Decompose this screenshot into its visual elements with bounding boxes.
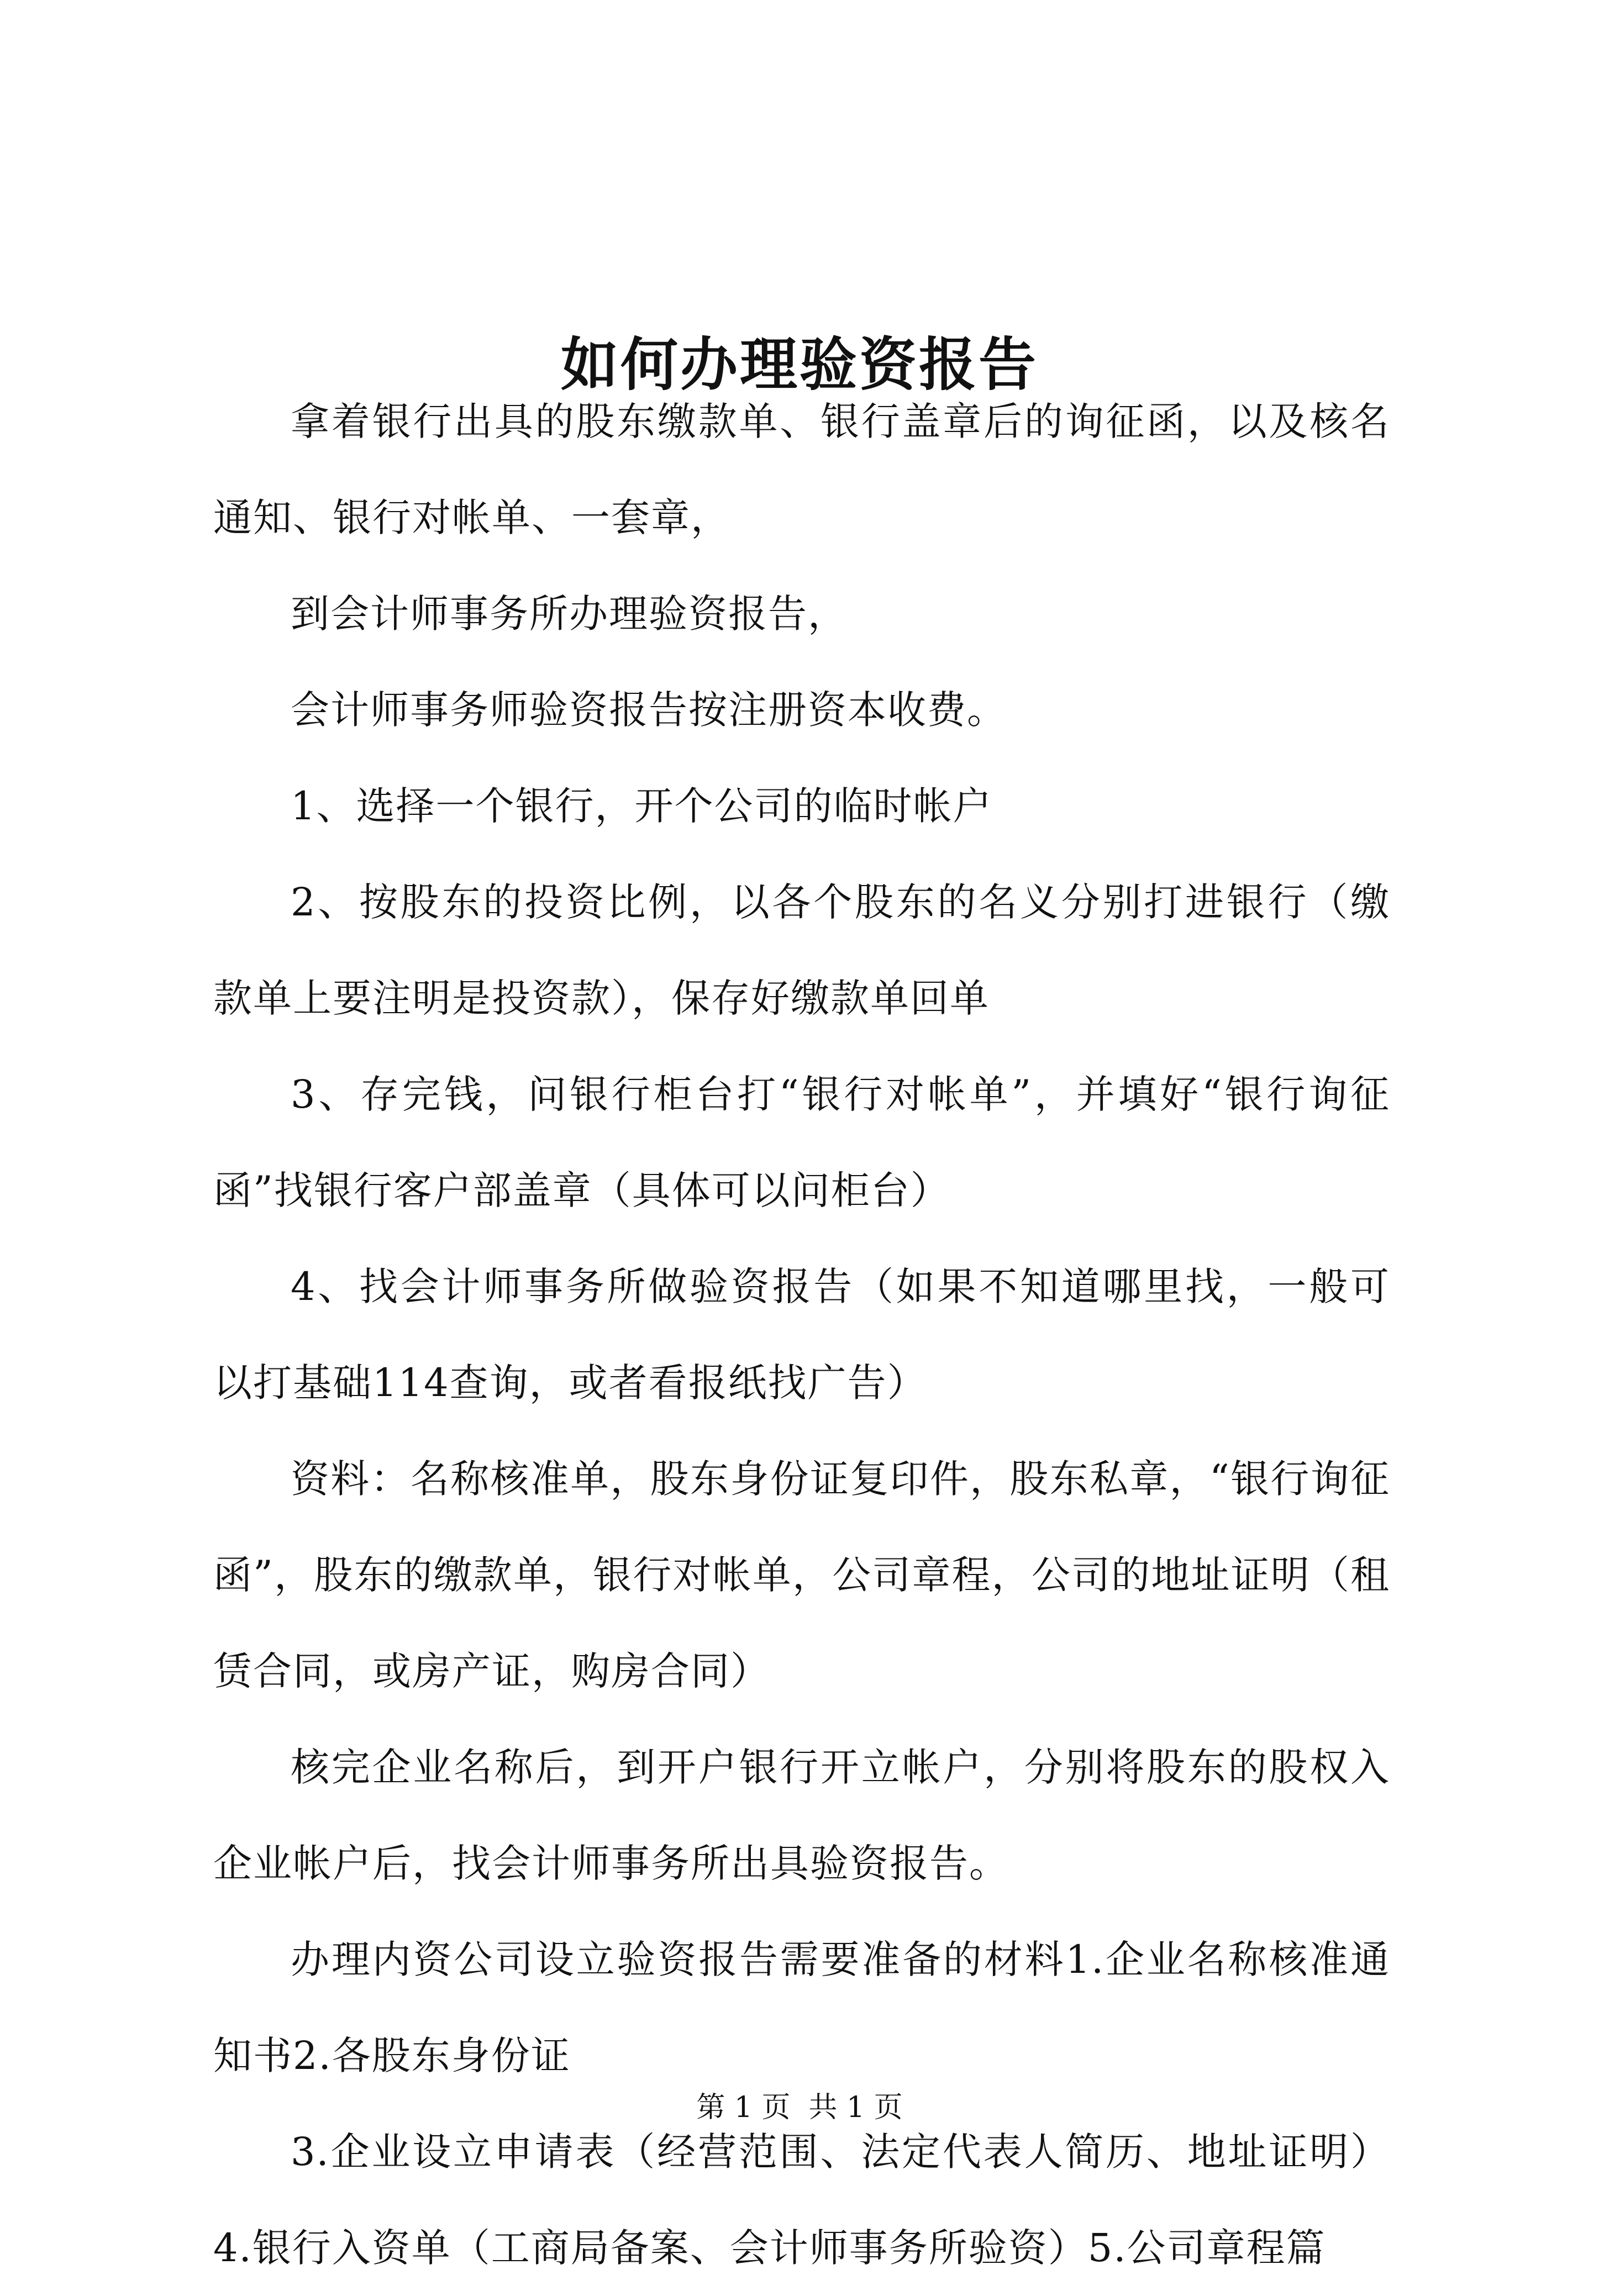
page-footer <box>0 2088 1599 2127</box>
paragraph: 4、找会计师事务所做验资报告（如果不知道哪里找，一般可以打基础114查询，或者看报纸找广告） <box>213 1264 1390 1405</box>
paragraph: 到会计师事务所办理验资报告， <box>291 591 848 636</box>
paragraph: 资料：名称核准单，股东身份证复印件，股东私章，“银行询征函”，股东的缴款单，银行对帐单，公司章程，公司的地址证明（租赁合同，或房产证，购房合同） <box>213 1456 1390 1694</box>
paragraph: 3、存完钱，问银行柜台打“银行对帐单”，并填好“银行询征函”找银行客户部盖章（具体可以问柜台） <box>213 1072 1390 1213</box>
paragraph: 3.企业设立申请表（经营范围、法定代表人简历、地址证明）4.银行入资单（工商局备案、会计师事务所验资）5.公司章程篇 <box>213 2129 1390 2271</box>
paragraph: 核完企业名称后，到开户银行开立帐户，分别将股东的股权入企业帐户后，找会计师事务所出具验资报告。 <box>213 1745 1390 1886</box>
document-body <box>213 373 1390 2296</box>
page-number-label: 第 1 页 共 1 页 <box>696 2091 903 2124</box>
paragraph: 2、按股东的投资比例，以各个股东的名义分别打进银行（缴款单上要注明是投资款），保存好缴款单回单 <box>213 880 1390 1021</box>
paragraph: 1、选择一个银行，开个公司的临时帐户 <box>291 783 993 829</box>
paragraph: 办理内资公司设立验资报告需要准备的材料1.企业名称核准通知书2.各股东身份证 <box>213 1937 1390 2078</box>
paragraph: 会计师事务师验资报告按注册资本收费。 <box>291 687 1007 733</box>
paragraph: 拿着银行出具的股东缴款单、银行盖章后的询征函，以及核名通知、银行对帐单、一套章， <box>213 399 1390 540</box>
document-title: 如何办理验资报告 <box>560 330 1038 398</box>
